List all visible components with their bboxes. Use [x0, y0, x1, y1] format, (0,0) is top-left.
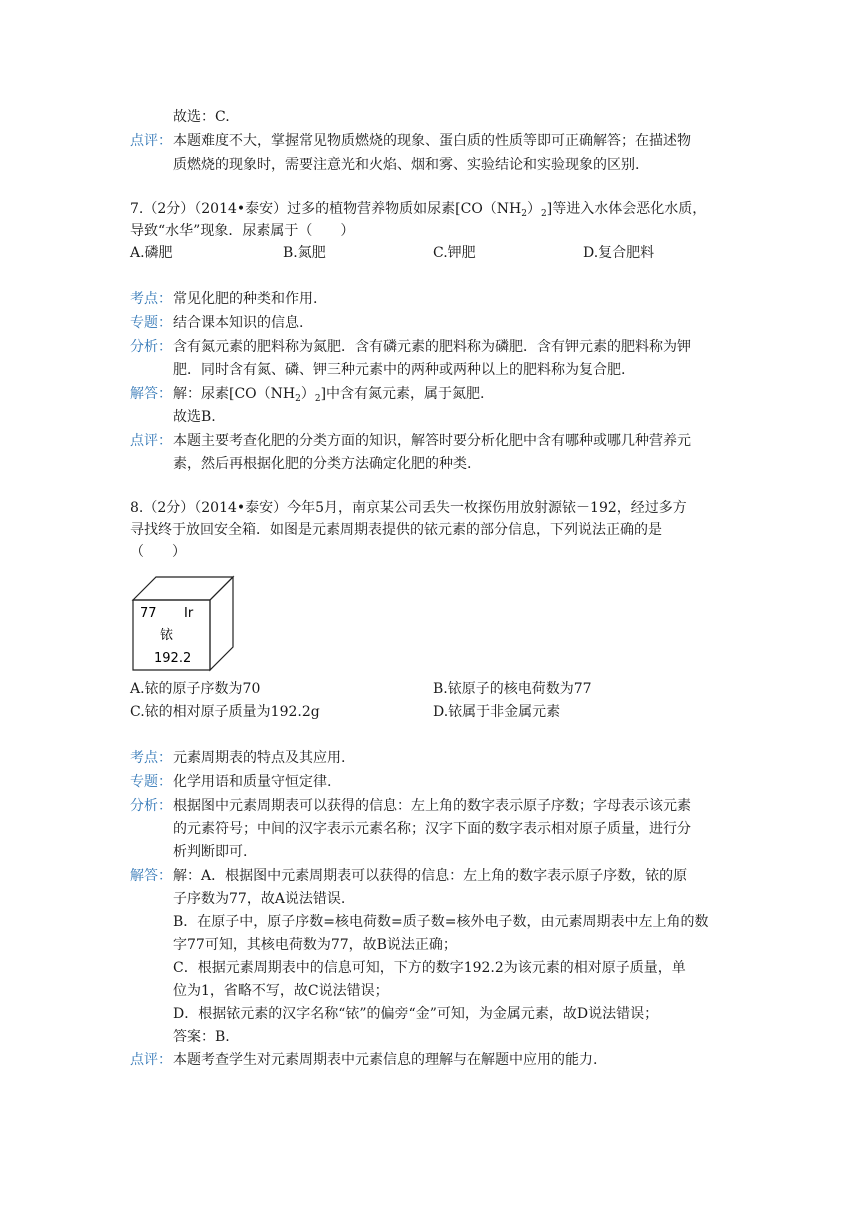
q7-stem-line-1: [130, 200, 706, 223]
q8-fenxi-line-2: 的元素符号；中间的汉字表示元素名称；汉字下面的数字表示相对原子质量，进行分: [173, 821, 691, 837]
q7-pingping-label: 点评：: [130, 433, 172, 449]
q8-kaodian-label: 考点：: [130, 750, 172, 766]
prev-comment-line-1: 本题难度不大，掌握常见物质燃烧的现象、蛋白质的性质等即可正确解答；在描述物: [173, 133, 691, 149]
q7-pingping-line-2: 素，然后再根据化肥的分类方法确定化肥的种类.: [173, 456, 472, 472]
q8-fenxi-line-3: 析判断即可.: [173, 844, 248, 860]
q8-jieda-line-3: B．在原子中，原子序数=核电荷数=质子数=核外电子数，由元素周期表中左上角的数: [173, 914, 709, 930]
q7-option-c: C.钾肥: [433, 245, 476, 261]
q8-option-d: D.铱属于非金属元素: [433, 704, 561, 720]
q7-jieda-sub: 2: [295, 394, 301, 404]
element-symbol: Ir: [184, 606, 194, 621]
q8-option-a: A.铱的原子序数为70: [130, 681, 261, 697]
element-name: 铱: [160, 628, 174, 643]
q8-pingping: 本题考查学生对元素周期表中元素信息的理解与在解题中应用的能力.: [173, 1052, 598, 1068]
q8-jieda-line-2: 子序数为77，故A说法错误.: [173, 891, 346, 907]
q7-stem-b: ）: [527, 201, 541, 217]
q8-stem-line-3: （ ）: [130, 544, 186, 560]
prev-answer: 故选：C.: [173, 109, 230, 125]
q8-stem-line-2: 寻找终于放回安全箱．如图是元素周期表提供的铱元素的部分信息，下列说法正确的是: [130, 522, 662, 538]
q8-jieda-line-8: 答案：B.: [173, 1029, 230, 1045]
q8-zhuanti: 化学用语和质量守恒定律.: [173, 774, 332, 790]
q7-zhuanti-label: 专题：: [130, 315, 172, 331]
q7-fenxi-line-1: 含有氮元素的肥料称为氮肥．含有磷元素的肥料称为磷肥．含有钾元素的肥料称为钾: [173, 339, 691, 355]
q7-jieda-b: ）: [300, 386, 315, 402]
q8-option-b: B.铱原子的核电荷数为77: [433, 681, 592, 697]
q7-jieda-line-1: [173, 385, 485, 408]
q8-jieda-line-5: C．根据元素周期表中的信息可知，下方的数字192.2为该元素的相对原子质量，单: [173, 960, 686, 976]
q7-stem-sub: 2: [521, 209, 527, 219]
element-mass: 192.2: [154, 651, 192, 666]
q7-stem-c: ]等进入水体会恶化水质，: [546, 201, 707, 217]
q8-kaodian: 元素周期表的特点及其应用.: [173, 750, 346, 766]
q8-zhuanti-label: 专题：: [130, 774, 172, 790]
prev-comment-line-2: 质燃烧的现象时，需要注意光和火焰、烟和雾、实验结论和实验现象的区别.: [173, 157, 640, 173]
q7-stem-sub2: 2: [541, 209, 547, 219]
q7-stem-a: 7.（2分）（2014•泰安）过多的植物营养物质如尿素[CO（NH: [130, 201, 522, 217]
q8-fenxi-label: 分析：: [130, 798, 172, 814]
q7-fenxi-label: 分析：: [130, 339, 172, 355]
cube-top-face: [133, 577, 233, 600]
q8-jieda-label: 解答：: [130, 868, 172, 884]
q7-fenxi-line-2: 肥．同时含有氮、磷、钾三种元素中的两种或两种以上的肥料称为复合肥.: [173, 362, 626, 378]
q7-pingping-line-1: 本题主要考查化肥的分类方面的知识，解答时要分析化肥中含有哪种或哪几种营养元: [173, 433, 691, 449]
element-number: 77: [140, 606, 157, 621]
q8-pingping-label: 点评：: [130, 1052, 172, 1068]
q8-jieda-line-1: 解：A．根据图中元素周期表可以获得的信息：左上角的数字表示原子序数，铱的原: [173, 868, 688, 884]
prev-comment-label: 点评：: [130, 133, 172, 149]
q8-fenxi-line-1: 根据图中元素周期表可以获得的信息：左上角的数字表示原子序数；字母表示该元素: [173, 798, 691, 814]
q7-option-a: A.磷肥: [130, 245, 173, 261]
q7-jieda-answer: 故选B.: [173, 409, 216, 425]
q7-stem-line-2: 导致“水华”现象．尿素属于（ ）: [130, 223, 355, 239]
q7-kaodian: 常见化肥的种类和作用.: [173, 291, 318, 307]
q7-jieda-c: ]中含有氮元素，属于氮肥.: [320, 386, 485, 402]
q7-jieda-a: 解：尿素[CO（NH: [173, 386, 296, 402]
q7-zhuanti: 结合课本知识的信息.: [173, 315, 304, 331]
q8-jieda-line-7: D．根据铱元素的汉字名称“铱”的偏旁“金”可知，为金属元素，故D说法错误；: [173, 1006, 659, 1022]
q7-kaodian-label: 考点：: [130, 291, 172, 307]
iridium-element-cube-figure: [130, 574, 236, 674]
q7-jieda-sub2: 2: [314, 394, 321, 404]
q8-option-c: C.铱的相对原子质量为192.2g: [130, 704, 320, 720]
q8-stem-line-1: 8.（2分）（2014•泰安）今年5月，南京某公司丢失一枚探伤用放射源铱－192，经过多方: [130, 500, 687, 516]
q7-option-d: D.复合肥料: [583, 245, 655, 261]
q8-jieda-line-4: 字77可知，其核电荷数为77，故B说法正确；: [173, 937, 457, 953]
q7-option-b: B.氮肥: [283, 245, 326, 261]
cube-side-face: [210, 577, 233, 670]
q8-jieda-line-6: 位为1，省略不写，故C说法错误；: [173, 983, 389, 999]
q7-jieda-label: 解答：: [130, 386, 172, 402]
